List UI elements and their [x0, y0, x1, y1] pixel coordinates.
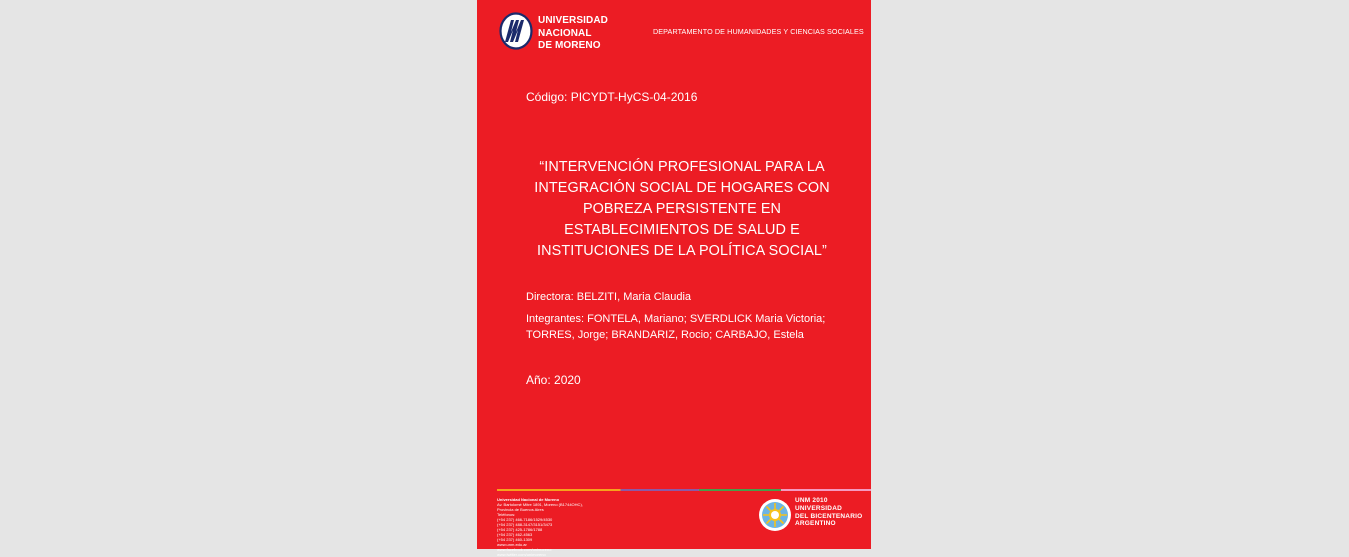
address-line: Av. Bartolomé Mitre 1891, Moreno (B1744OHC), — [497, 502, 583, 507]
address-line: (+54 237) 488-3147/3151/3473 — [497, 522, 553, 527]
document-title — [512, 157, 852, 262]
cover-page — [477, 0, 871, 557]
unm-logo-icon — [499, 12, 533, 50]
sun-seal-icon — [758, 498, 792, 532]
bicentennial-label — [795, 497, 862, 528]
year: Año: 2020 — [526, 373, 581, 387]
title-line: POBREZA PERSISTENTE EN — [582, 201, 782, 217]
bicentennial-line: DEL BICENTENARIO — [795, 512, 863, 520]
university-line: DE MORENO — [538, 40, 601, 51]
footer-address — [497, 497, 583, 557]
address-line: www.twitter.com/unimoreno — [497, 552, 546, 557]
address-line: Teléfonos: — [497, 512, 516, 517]
director: Directora: BELZITI, Maria Claudia — [526, 291, 692, 303]
bicentennial-line: UNM 2010 — [795, 497, 828, 504]
address-line: www.facebook.com/unimoreno — [497, 547, 552, 552]
address-line: (+54 237) 425-1786/1788 — [497, 527, 543, 532]
bicentennial-line: ARGENTINO — [795, 520, 836, 528]
title-line: INTEGRACIÓN SOCIAL DE HOGARES CON — [534, 180, 830, 196]
bicentennial-line: UNIVERSIDAD — [795, 504, 842, 512]
members-line: TORRES, Jorge; BRANDARIZ, Rocio; CARBAJO, Estela — [526, 329, 804, 341]
title-line: INSTITUCIONES DE LA POLÍTICA SOCIAL” — [537, 243, 827, 259]
address-line: www.unm.edu.ar — [497, 542, 527, 547]
project-code: Código: PICYDT-HyCS-04-2016 — [526, 90, 698, 104]
department-name: DEPARTAMENTO DE HUMANIDADES Y CIENCIAS SOCIALES — [653, 27, 864, 36]
color-stripe — [497, 489, 871, 491]
address-line: Provincia de Buenos Aires — [497, 507, 544, 512]
members-line: Integrantes: FONTELA, Mariano; SVERDLICK Maria Victoria; — [526, 313, 826, 325]
university-line: UNIVERSIDAD — [538, 15, 608, 26]
university-line: NACIONAL — [538, 27, 592, 39]
address-line: (+54 237) 466-7186/1529/4530 — [497, 517, 553, 522]
title-line: ESTABLECIMIENTOS DE SALUD E — [564, 222, 800, 238]
address-line: (+54 237) 462-4563 — [497, 532, 533, 537]
address-line: Universidad Nacional de Moreno — [497, 497, 560, 502]
university-name — [538, 15, 608, 53]
members — [526, 311, 825, 343]
address-line: (+54 237) 460-1309 — [497, 537, 533, 542]
title-line: “INTERVENCIÓN PROFESIONAL PARA LA — [539, 159, 825, 175]
